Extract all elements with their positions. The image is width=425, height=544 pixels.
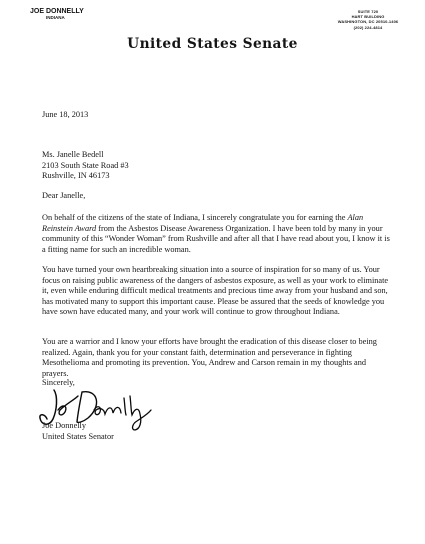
- senate-letterhead-title: United States Senate: [127, 36, 298, 52]
- sender-state: INDIANA: [46, 15, 65, 20]
- recipient-line: 2103 South State Road #3: [42, 160, 129, 170]
- paragraph-3: You are a warrior and I know your efforts have brought the eradication of this disease closer to being realized. Again, thank you for your constant faith, determination and perseverance in fighting Mesothelioma and promoting its prevention. You, Andrew and Carson remain in my thoughts and prayers.: [42, 337, 377, 378]
- recipient-line: Rushville, IN 46173: [42, 171, 110, 180]
- recipient-line: Ms. Janelle Bedell: [42, 150, 104, 159]
- sender-name: JOE DONNELLY: [30, 8, 84, 15]
- address-line: (202) 224-4814: [353, 24, 383, 30]
- sender-block: [30, 8, 84, 20]
- signer-name: Joe Donnelly: [42, 421, 87, 430]
- paragraph-1-text-cont: from the Asbestos Disease Awareness Organization. I have been told by many in your community of this “Wonder Woman” from Rushville and after all that I have read about you, I know it is a fitting name for such an incredible woman.: [42, 223, 390, 254]
- letter-date: June 18, 2013: [42, 110, 89, 119]
- address-line: WASHINGTON, DC 20510-1406: [337, 19, 399, 25]
- paragraph-1: [42, 213, 394, 255]
- paragraph-1-text: On behalf of the citizens of the state of Indiana, I sincerely congratulate you for earning the: [42, 213, 348, 222]
- paragraph-2: You have turned your own heartbreaking situation into a source of inspiration for so many of us. Your focus on raising public awareness of the dangers of asbestos exposure, as well as your work to eliminate it, even while enduring difficult medical treatments and precious time away from your husband and son, has motivated many to support this important cause. Please be assured that the seeds of knowledge you have sown have educated many, and your work will continue to grow throughout Indiana.: [42, 265, 389, 316]
- recipient-address: [42, 150, 394, 182]
- award-name: Alan Reinstein Award: [42, 213, 364, 233]
- signer-title: United States Senator: [42, 431, 114, 441]
- address-line: SUITE 720: [357, 9, 379, 14]
- office-address: [333, 9, 403, 30]
- address-line: HART BUILDING: [351, 14, 385, 20]
- signer-block: [42, 421, 394, 442]
- salutation: Dear Janelle,: [42, 191, 86, 200]
- closing: Sincerely,: [42, 378, 75, 387]
